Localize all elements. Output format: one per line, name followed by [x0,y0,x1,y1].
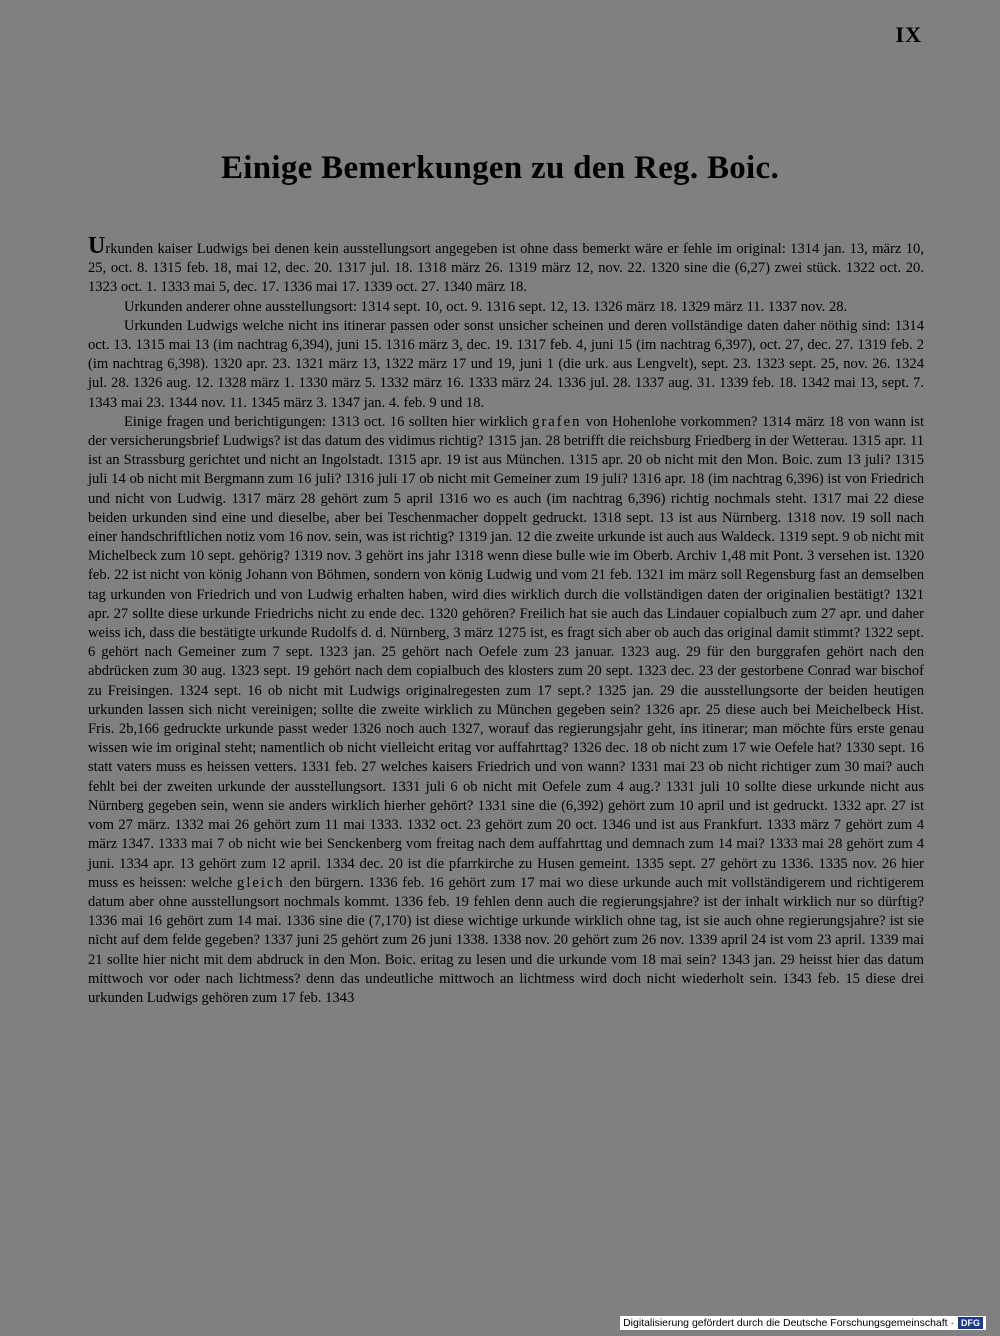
paragraph-3: Urkunden Ludwigs welche nicht ins itinerar passen oder sonst unsicher scheinen und deren vollständige daten daher nöthig sind: 1314 oct. 13. 1315 mai 13 (im nachtrag 6,394), juni 15. 1316 märz 3, dec. 19. 1317 feb. 4, juni 15 (im nachtrag 6,397), oct. 27, dec. 27. 1319 feb. 2 (im nachtrag 6,398). 1320 apr. 23. 1321 märz 13, 1322 märz 17 und 19, juni 1 (die urk. aus Lengvelt), sept. 23. 1323 sept. 25, nov. 26. 1324 jul. 28. 1326 aug. 12. 1328 märz 1. 1330 märz 5. 1332 märz 16. 1333 märz 24. 1336 jul. 28. 1337 aug. 31. 1339 feb. 18. 1342 mai 13, sept. 7. 1343 mai 23. 1344 nov. 11. 1345 märz 3. 1347 jan. 4. feb. 9 und 18. [88,317,924,411]
dropcap: U [88,233,106,259]
paragraph-4-part-b: von Hohenlohe vorkommen? 1314 märz 18 von wann ist der versicherungsbrief Ludwigs? ist das datum des vidimus richtig? 1315 jan. 28 betrifft die reichsburg Friedberg in der Wetterau. 1315 apr. 11 ist an Strassburg gerichtet und nicht an Ingolstadt. 1315 apr. 19 ist aus München. 1315 apr. 20 ob nicht mit den Mon. Boic. zum 13 juli? 1315 juli 14 ob nicht mit Bergmann zum 16 juli? 1316 juli 17 ob nicht mit Gemeiner zum 19 juli? 1316 apr. 18 (im nachtrag 6,396) ist von Friedrich und nicht von Ludwig. 1317 märz 28 gehört zum 5 april 1316 wo es auch (im nachtrag 6,396) richtig nochmals steht. 1317 mai 22 diese beiden urkunden sind eine und dieselbe, aber bei Teschenmacher doppelt gedruckt. 1318 sept. 13 ist aus Nürnberg. 1318 nov. 19 soll nach einer handschriftlichen notiz vom 16 nov. sein, was ist richtig? 1319 jan. 12 die zweite urkunde ist auch aus Waldeck. 1319 sept. 9 ob nicht mit Michelbeck zum 10 sept. gehörig? 1319 nov. 3 gehört ins jahr 1318 wenn diese bulle wie im Oberb. Archiv 1,48 mit Pont. 3 versehen ist. 1320 feb. 22 ist nicht von könig Johann von Böhmen, sondern von könig Ludwig und vom 21 feb. 1321 im märz soll Regensburg fast an demselben tag urkunden von Friedrich und von Ludwig erhalten haben, wird dies wirklich durch die vollständigen daten der originalien bestätigt? 1321 apr. 27 sollte diese urkunde Friedrichs nicht zu ende dec. 1320 gehören? Freilich hat sie auch das Lindauer copialbuch zum 27 apr. und daher weiss ich, dass die bestätigte urkunde Rudolfs d. d. Nürnberg, 3 märz 1275 ist, es fragt sich aber ob auch das original damit stimmt? 1322 sept. 6 gehört nach Gemeiner zum 7 sept. 1323 jan. 25 gehört nach Oefele zum 23 januar. 1323 aug. 29 für den burggrafen gehört nach den abdrücken zum 30 aug. 1323 sept. 19 gehört nach dem copialbuch des klosters zum 20 sept. 1323 dec. 23 der gestorbene Conrad war bischof zu Freisingen. 1324 sept. 16 ob nicht mit Ludwigs originalregesten zum 17 sept.? 1325 jan. 29 die ausstellungsorte der beiden heutigen urkunden lassen sich nicht vereinigen; sollte die zweite wirklich zu München gegeben sein? 1326 apr. 25 diese auch bei Meichelbeck Hist. Fris. 2b,166 gedruckte urkunde passt weder 1326 noch auch 1327, worauf das regierungsjahr geht, ins itinerar; man möchte fürs erste genau wissen wie im original steht; namentlich ob nicht vielleicht eritag vor auffahrttag? 1326 dec. 18 ob nicht zum 17 wie Oefele hat? 1330 sept. 16 statt vaters muss es heissen vetters. 1331 feb. 27 welches kaisers Friedrich und von wann? 1331 mai 23 ob nicht richtiger zum 30 mai? auch fehlt bei der zweiten urkunde der ausstellungsort. 1331 juli 6 ob nicht mit Oefele zum 4 aug.? 1331 juli 10 sollte diese urkunde nicht aus Nürnberg gegeben sein, wenn sie anders wirklich hierher gehört? 1331 sine die (6,392) gehört zum 10 april und ist gedruckt. 1332 apr. 27 ist vom 27 märz. 1332 mai 26 gehört zum 11 mai 1333. 1332 oct. 23 gehört zum 20 oct. 1346 und ist aus Frankfurt. 1333 märz 7 gehört zum 4 märz 1347. 1333 mai 7 ob nicht wie bei Senckenberg vom freitag nach dem auffahrttag und demnach zum 14 mai? 1333 mai 28 gehört zum 4 juni. 1334 apr. 13 gehört zum 12 april. 1334 dec. 20 ist die pfarrkirche zu Husen gemeint. 1335 sept. 27 gehört zu 1336. 1335 nov. 26 hier muss es heissen: welche [88,413,924,891]
footer-text: Digitalisierung gefördert durch die Deutsche Forschungsgemeinschaft · [623,1317,954,1329]
paragraph-1-text: rkunden kaiser Ludwigs bei denen kein ausstellungsort angegeben ist ohne dass bemerkt wäre er fehle im original: 1314 jan. 13, märz 10, 25, oct. 8. 1315 feb. 18, mai 12, dec. 20. 1317 jul. 18. 1318 märz 26. 1319 märz 12, nov. 22. 1320 sine die (6,27) zwei stück. 1322 oct. 20. 1323 oct. 1. 1333 mai 5, dec. 17. 1336 mai 17. 1339 oct. 27. 1340 märz 18. [88,241,924,296]
paragraph-4 [88,413,924,1008]
paragraph-1 [88,233,924,298]
page-title: Einige Bemerkungen zu den Reg. Boic. [220,150,780,186]
page-number: IX [895,22,922,47]
footer-credit [620,1316,986,1330]
body-text [88,233,924,1008]
paragraph-4-part-c: den bürgern. 1336 feb. 16 gehört zum 17 mai wo diese urkunde auch mit vollständigerem und richtigerem datum aber ohne ausstellungsort nochmals kommt. 1336 feb. 19 fehlen denn auch die regierungsjahre? ist der inhalt wirklich nur so dürftig? 1336 mai 16 gehört zum 14 mai. 1336 sine die (7,170) ist diese wichtige urkunde wirklich ohne tag, ist sie auch ohne regierungsjahre? ist sie nicht auf dem felde gegeben? 1337 juni 25 gehört zum 26 juni 1338. 1338 nov. 20 gehört zum 26 nov. 1339 april 24 ist vom 23 april. 1339 mai 21 sollte hier nicht mit dem abdruck in den Mon. Boic. eritag zu lesen und die urkunde vom 18 mai sein? 1343 jan. 29 heisst hier das datum mittwoch vor oder nach lichtmess? denn das undeutliche mittwoch an lichtmess wird doch nicht wiederholt sein. 1343 feb. 15 diese drei urkunden Ludwigs gehören zum 17 feb. 1343 [88,874,924,1006]
dfg-logo-icon[interactable]: DFG [958,1317,983,1329]
spaced-word-gleich: gleich [237,874,285,891]
spaced-word-grafen: grafen [532,413,582,430]
paragraph-4-part-a: Einige fragen und berichtigungen: 1313 oct. 16 sollten hier wirklich [124,413,533,430]
paragraph-2: Urkunden anderer ohne ausstellungsort: 1314 sept. 10, oct. 9. 1316 sept. 12, 13. 1326 märz 18. 1329 märz 11. 1337 nov. 28. [124,298,848,315]
